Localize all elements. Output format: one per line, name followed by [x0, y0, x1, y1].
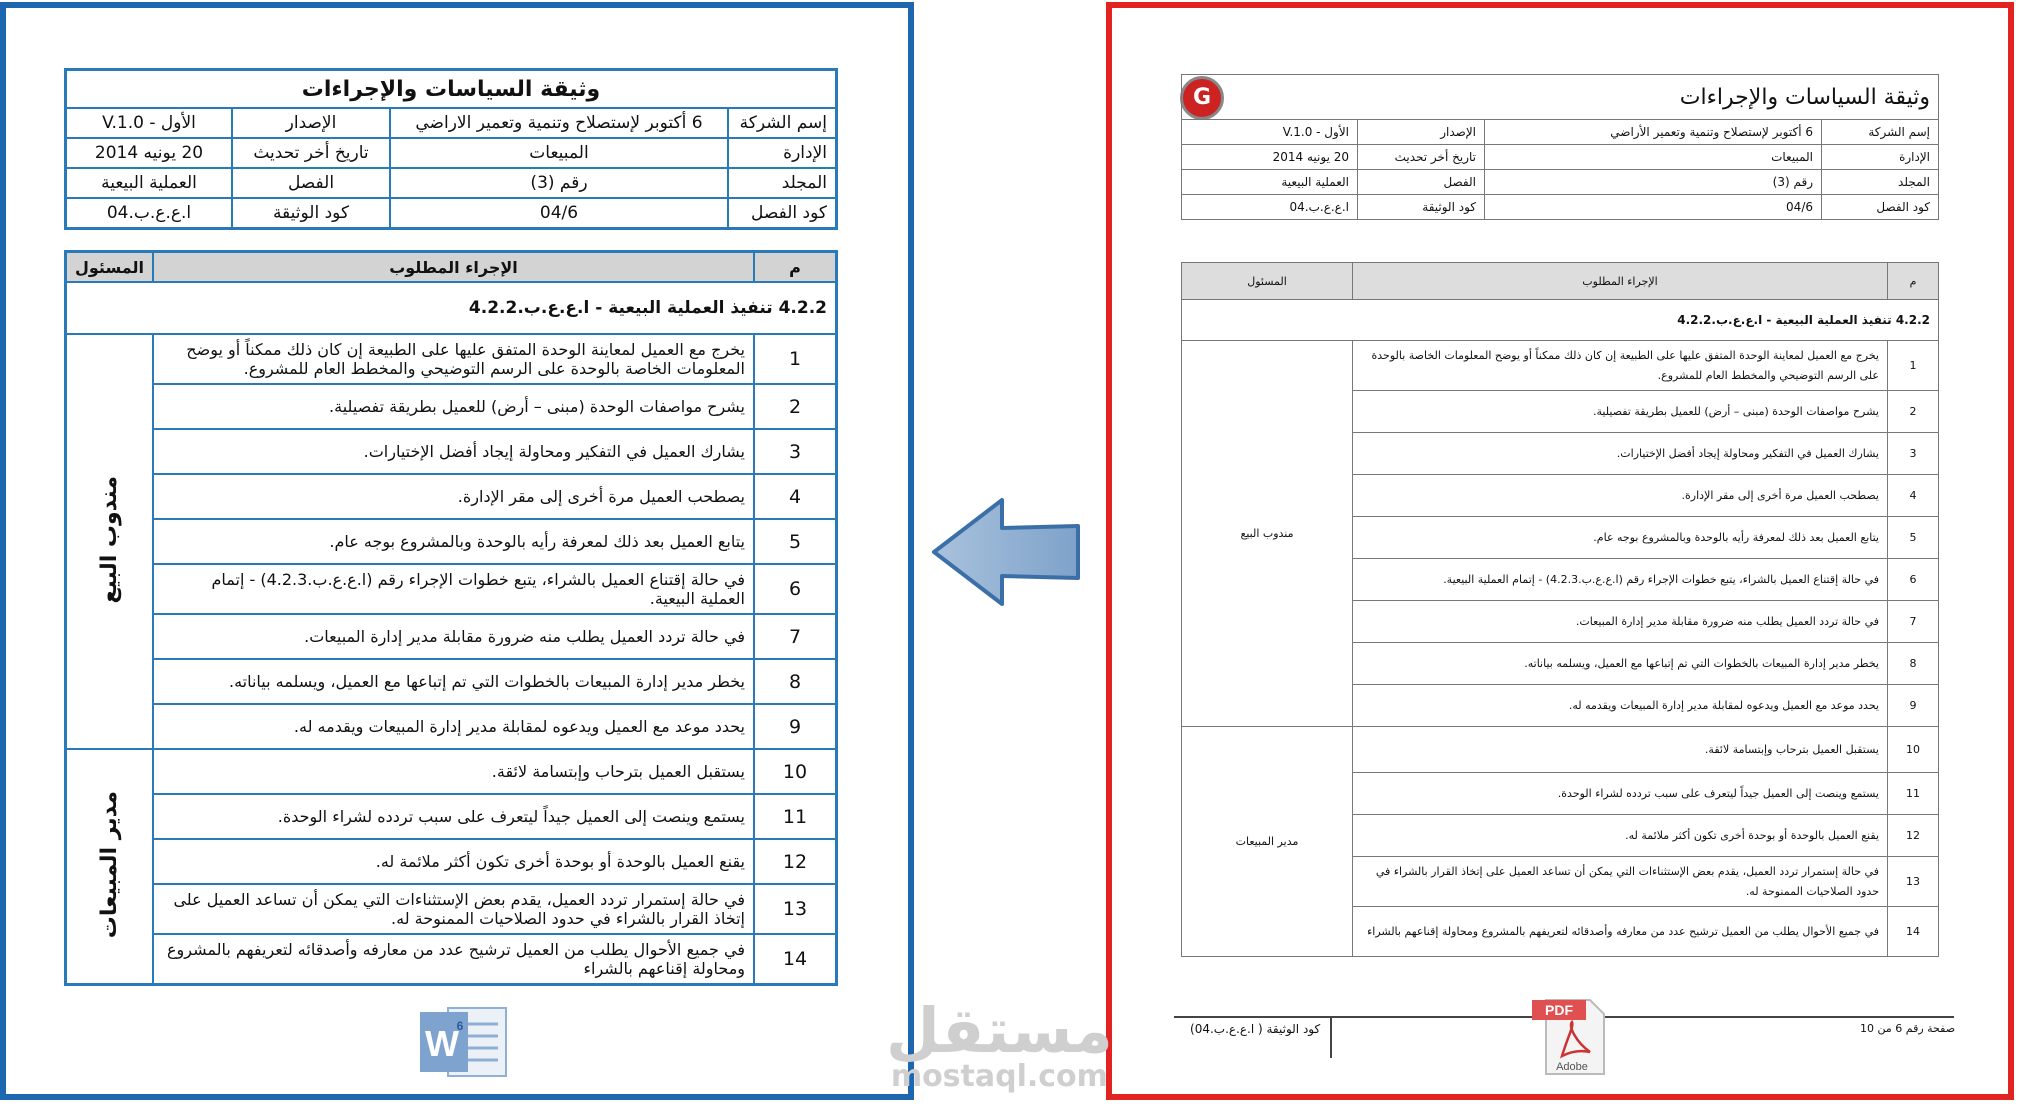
update-label: تاريخ أخر تحديث — [1358, 145, 1485, 170]
chapter-label: الفصل — [232, 168, 390, 198]
step-text: يحدد موعد مع العميل ويدعوه لمقابلة مدير إدارة المبيعات ويقدمه له. — [153, 704, 754, 749]
pdf-label: PDF — [1545, 1002, 1573, 1018]
doc-code-value: ا.ع.ع.ب.04 — [1182, 195, 1358, 220]
step-no: 3 — [754, 429, 837, 474]
chapter-code-label: كود الفصل — [1822, 195, 1939, 220]
step-text: في حالة إقتناع العميل بالشراء، يتبع خطوات الإجراء رقم (ا.ع.ع.ب.4.2.3) - إتمام العملية البيعية. — [1353, 559, 1888, 601]
responsible-sales-rep — [66, 334, 153, 749]
arrow-left-icon — [930, 496, 1082, 608]
step-no: 14 — [1888, 907, 1939, 957]
step-no: 4 — [1888, 475, 1939, 517]
company-logo-icon: G — [1180, 76, 1224, 120]
chapter-code-value: 04/6 — [1485, 195, 1822, 220]
step-no: 9 — [754, 704, 837, 749]
right-header-table — [1181, 74, 1939, 220]
step-text: يصطحب العميل مرة أخرى إلى مقر الإدارة. — [153, 474, 754, 519]
update-value: 20 يونيه 2014 — [66, 138, 233, 168]
right-procedure-table — [1181, 262, 1939, 957]
version-label: الإصدار — [1358, 120, 1485, 145]
company-label: إسم الشركة — [1822, 120, 1939, 145]
company-label: إسم الشركة — [728, 108, 837, 138]
doc-code-value: ا.ع.ع.ب.04 — [66, 198, 233, 229]
pdf-icon — [1532, 996, 1608, 1076]
chapter-value: العملية البيعية — [66, 168, 233, 198]
step-text: يتابع العميل بعد ذلك لمعرفة رأيه بالوحدة وبالمشروع بوجه عام. — [1353, 517, 1888, 559]
step-no: 6 — [1888, 559, 1939, 601]
step-text: في جميع الأحوال يطلب من العميل ترشيح عدد من معارفه وأصدقائه لتعريفهم بالمشروع ومحاولة إقناعهم بالشراء — [1353, 907, 1888, 957]
step-no: 8 — [754, 659, 837, 704]
step-no: 8 — [1888, 643, 1939, 685]
step-no: 14 — [754, 934, 837, 984]
step-text: يخطر مدير إدارة المبيعات بالخطوات التي تم إتباعها مع العميل، ويسلمه بياناته. — [1353, 643, 1888, 685]
volume-value: رقم (3) — [390, 168, 728, 198]
step-text: في حالة إستمرار تردد العميل، يقدم بعض الإستثناءات التي يمكن أن تساعد العميل على إتخاذ القرار بالشراء في حدود الصلاحيات الممنوحة له. — [153, 884, 754, 934]
responsible-sales-manager — [66, 749, 153, 984]
step-text: يخطر مدير إدارة المبيعات بالخطوات التي تم إتباعها مع العميل، ويسلمه بياناته. — [153, 659, 754, 704]
responsible-sales-manager: مدير المبيعات — [1182, 727, 1353, 957]
doc-code-label: كود الوثيقة — [232, 198, 390, 229]
watermark-arabic: مستقل — [886, 994, 1113, 1067]
section-title: 4.2.2 تنفيذ العملية البيعية - ا.ع.ع.ب.4.2.2 — [1182, 300, 1939, 341]
col-responsible: المسئول — [66, 252, 153, 283]
doc-code-label: كود الوثيقة — [1358, 195, 1485, 220]
dept-label: الإدارة — [728, 138, 837, 168]
col-number: م — [754, 252, 837, 283]
step-text: في حالة إستمرار تردد العميل، يقدم بعض الإستثناءات التي يمكن أن تساعد العميل على إتخاذ القرار بالشراء في حدود الصلاحيات الممنوحة له. — [1353, 857, 1888, 907]
step-no: 2 — [1888, 391, 1939, 433]
step-no: 12 — [754, 839, 837, 884]
doc-title: وثيقة السياسات والإجراءات — [1182, 75, 1939, 120]
company-value: 6 أكتوبر لإستصلاح وتنمية وتعمير الأراضي — [1485, 120, 1822, 145]
update-value: 20 يونيه 2014 — [1182, 145, 1358, 170]
step-text: يشارك العميل في التفكير ومحاولة إيجاد أفضل الإختيارات. — [1353, 433, 1888, 475]
dept-value: المبيعات — [390, 138, 728, 168]
company-value: 6 أكتوبر لإستصلاح وتنمية وتعمير الاراضي — [390, 108, 728, 138]
step-text: في جميع الأحوال يطلب من العميل ترشيح عدد من معارفه وأصدقائه لتعريفهم بالمشروع ومحاولة إقناعهم بالشراء — [153, 934, 754, 984]
step-text: يخرج مع العميل لمعاينة الوحدة المتفق عليها على الطبيعة إن كان ذلك ممكناً أو يوضح المعلومات الخاصة بالوحدة على الرسم التوضيحي والمخطط العام للمشروع. — [1353, 341, 1888, 391]
step-text: يقنع العميل بالوحدة أو بوحدة أخرى تكون أكثر ملائمة له. — [153, 839, 754, 884]
volume-value: رقم (3) — [1485, 170, 1822, 195]
step-no: 4 — [754, 474, 837, 519]
step-no: 5 — [754, 519, 837, 564]
col-action: الإجراء المطلوب — [153, 252, 754, 283]
chapter-value: العملية البيعية — [1182, 170, 1358, 195]
step-no: 7 — [1888, 601, 1939, 643]
footer-doc-code: كود الوثيقة ( ا.ع.ع.ب.04) — [1190, 1022, 1321, 1036]
step-no: 1 — [754, 334, 837, 384]
step-text: يستقبل العميل بترحاب وإبتسامة لائقة. — [1353, 727, 1888, 773]
responsible-label: مدير المبيعات — [96, 790, 122, 938]
left-header-table — [64, 68, 838, 230]
chapter-code-label: كود الفصل — [728, 198, 837, 229]
section-title: 4.2.2 تنفيذ العملية البيعية - ا.ع.ع.ب.4.2.2 — [66, 282, 837, 334]
footer-page-number: صفحة رقم 6 من 10 — [1860, 1022, 1956, 1035]
step-no: 10 — [1888, 727, 1939, 773]
step-no: 13 — [1888, 857, 1939, 907]
step-no: 1 — [1888, 341, 1939, 391]
step-text: يتابع العميل بعد ذلك لمعرفة رأيه بالوحدة وبالمشروع بوجه عام. — [153, 519, 754, 564]
step-text: يستقبل العميل بترحاب وإبتسامة لائقة. — [153, 749, 754, 794]
step-no: 2 — [754, 384, 837, 429]
footer-separator — [1330, 1018, 1332, 1058]
chapter-label: الفصل — [1358, 170, 1485, 195]
step-no: 12 — [1888, 815, 1939, 857]
step-no: 7 — [754, 614, 837, 659]
volume-label: المجلد — [1822, 170, 1939, 195]
dept-value: المبيعات — [1485, 145, 1822, 170]
watermark — [886, 994, 1113, 1094]
version-value: الأول - V.1.0 — [1182, 120, 1358, 145]
step-text: يشارك العميل في التفكير ومحاولة إيجاد أفضل الإختيارات. — [153, 429, 754, 474]
step-no: 5 — [1888, 517, 1939, 559]
step-no: 10 — [754, 749, 837, 794]
col-responsible: المسئول — [1182, 263, 1353, 300]
dept-label: الإدارة — [1822, 145, 1939, 170]
step-text: يحدد موعد مع العميل ويدعوه لمقابلة مدير إدارة المبيعات ويقدمه له. — [1353, 685, 1888, 727]
step-text: يشرح مواصفات الوحدة (مبنى – أرض) للعميل بطريقة تفصيلية. — [153, 384, 754, 429]
word-version-number: 6 — [456, 1019, 464, 1033]
word-letter: W — [425, 1023, 459, 1064]
watermark-url: mostaql.com — [890, 1059, 1108, 1094]
step-no: 9 — [1888, 685, 1939, 727]
word-icon — [418, 1004, 510, 1080]
step-no: 11 — [1888, 773, 1939, 815]
update-label: تاريخ أخر تحديث — [232, 138, 390, 168]
left-procedure-table — [64, 250, 838, 986]
volume-label: المجلد — [728, 168, 837, 198]
doc-title: وثيقة السياسات والإجراءات — [66, 70, 837, 109]
step-no: 3 — [1888, 433, 1939, 475]
step-text: في حالة إقتناع العميل بالشراء، يتبع خطوات الإجراء رقم (ا.ع.ع.ب.4.2.3) - إتمام العملية البيعية. — [153, 564, 754, 614]
step-text: يستمع وينصت إلى العميل جيداً ليتعرف على سبب تردده لشراء الوحدة. — [153, 794, 754, 839]
step-no: 6 — [754, 564, 837, 614]
step-text: يقنع العميل بالوحدة أو بوحدة أخرى تكون أكثر ملائمة له. — [1353, 815, 1888, 857]
step-text: في حالة تردد العميل يطلب منه ضرورة مقابلة مدير إدارة المبيعات. — [1353, 601, 1888, 643]
responsible-label: مندوب البيع — [96, 475, 122, 604]
step-no: 11 — [754, 794, 837, 839]
step-no: 13 — [754, 884, 837, 934]
version-value: الأول - V.1.0 — [66, 108, 233, 138]
col-number: م — [1888, 263, 1939, 300]
version-label: الإصدار — [232, 108, 390, 138]
step-text: يخرج مع العميل لمعاينة الوحدة المتفق عليها على الطبيعة إن كان ذلك ممكناً أو يوضح المعلومات الخاصة بالوحدة على الرسم التوضيحي والمخطط العام للمشروع. — [153, 334, 754, 384]
step-text: في حالة تردد العميل يطلب منه ضرورة مقابلة مدير إدارة المبيعات. — [153, 614, 754, 659]
step-text: يشرح مواصفات الوحدة (مبنى – أرض) للعميل بطريقة تفصيلية. — [1353, 391, 1888, 433]
step-text: يصطحب العميل مرة أخرى إلى مقر الإدارة. — [1353, 475, 1888, 517]
col-action: الإجراء المطلوب — [1353, 263, 1888, 300]
chapter-code-value: 04/6 — [390, 198, 728, 229]
responsible-sales-rep: مندوب البيع — [1182, 341, 1353, 727]
step-text: يستمع وينصت إلى العميل جيداً ليتعرف على سبب تردده لشراء الوحدة. — [1353, 773, 1888, 815]
adobe-label: Adobe — [1556, 1061, 1588, 1073]
